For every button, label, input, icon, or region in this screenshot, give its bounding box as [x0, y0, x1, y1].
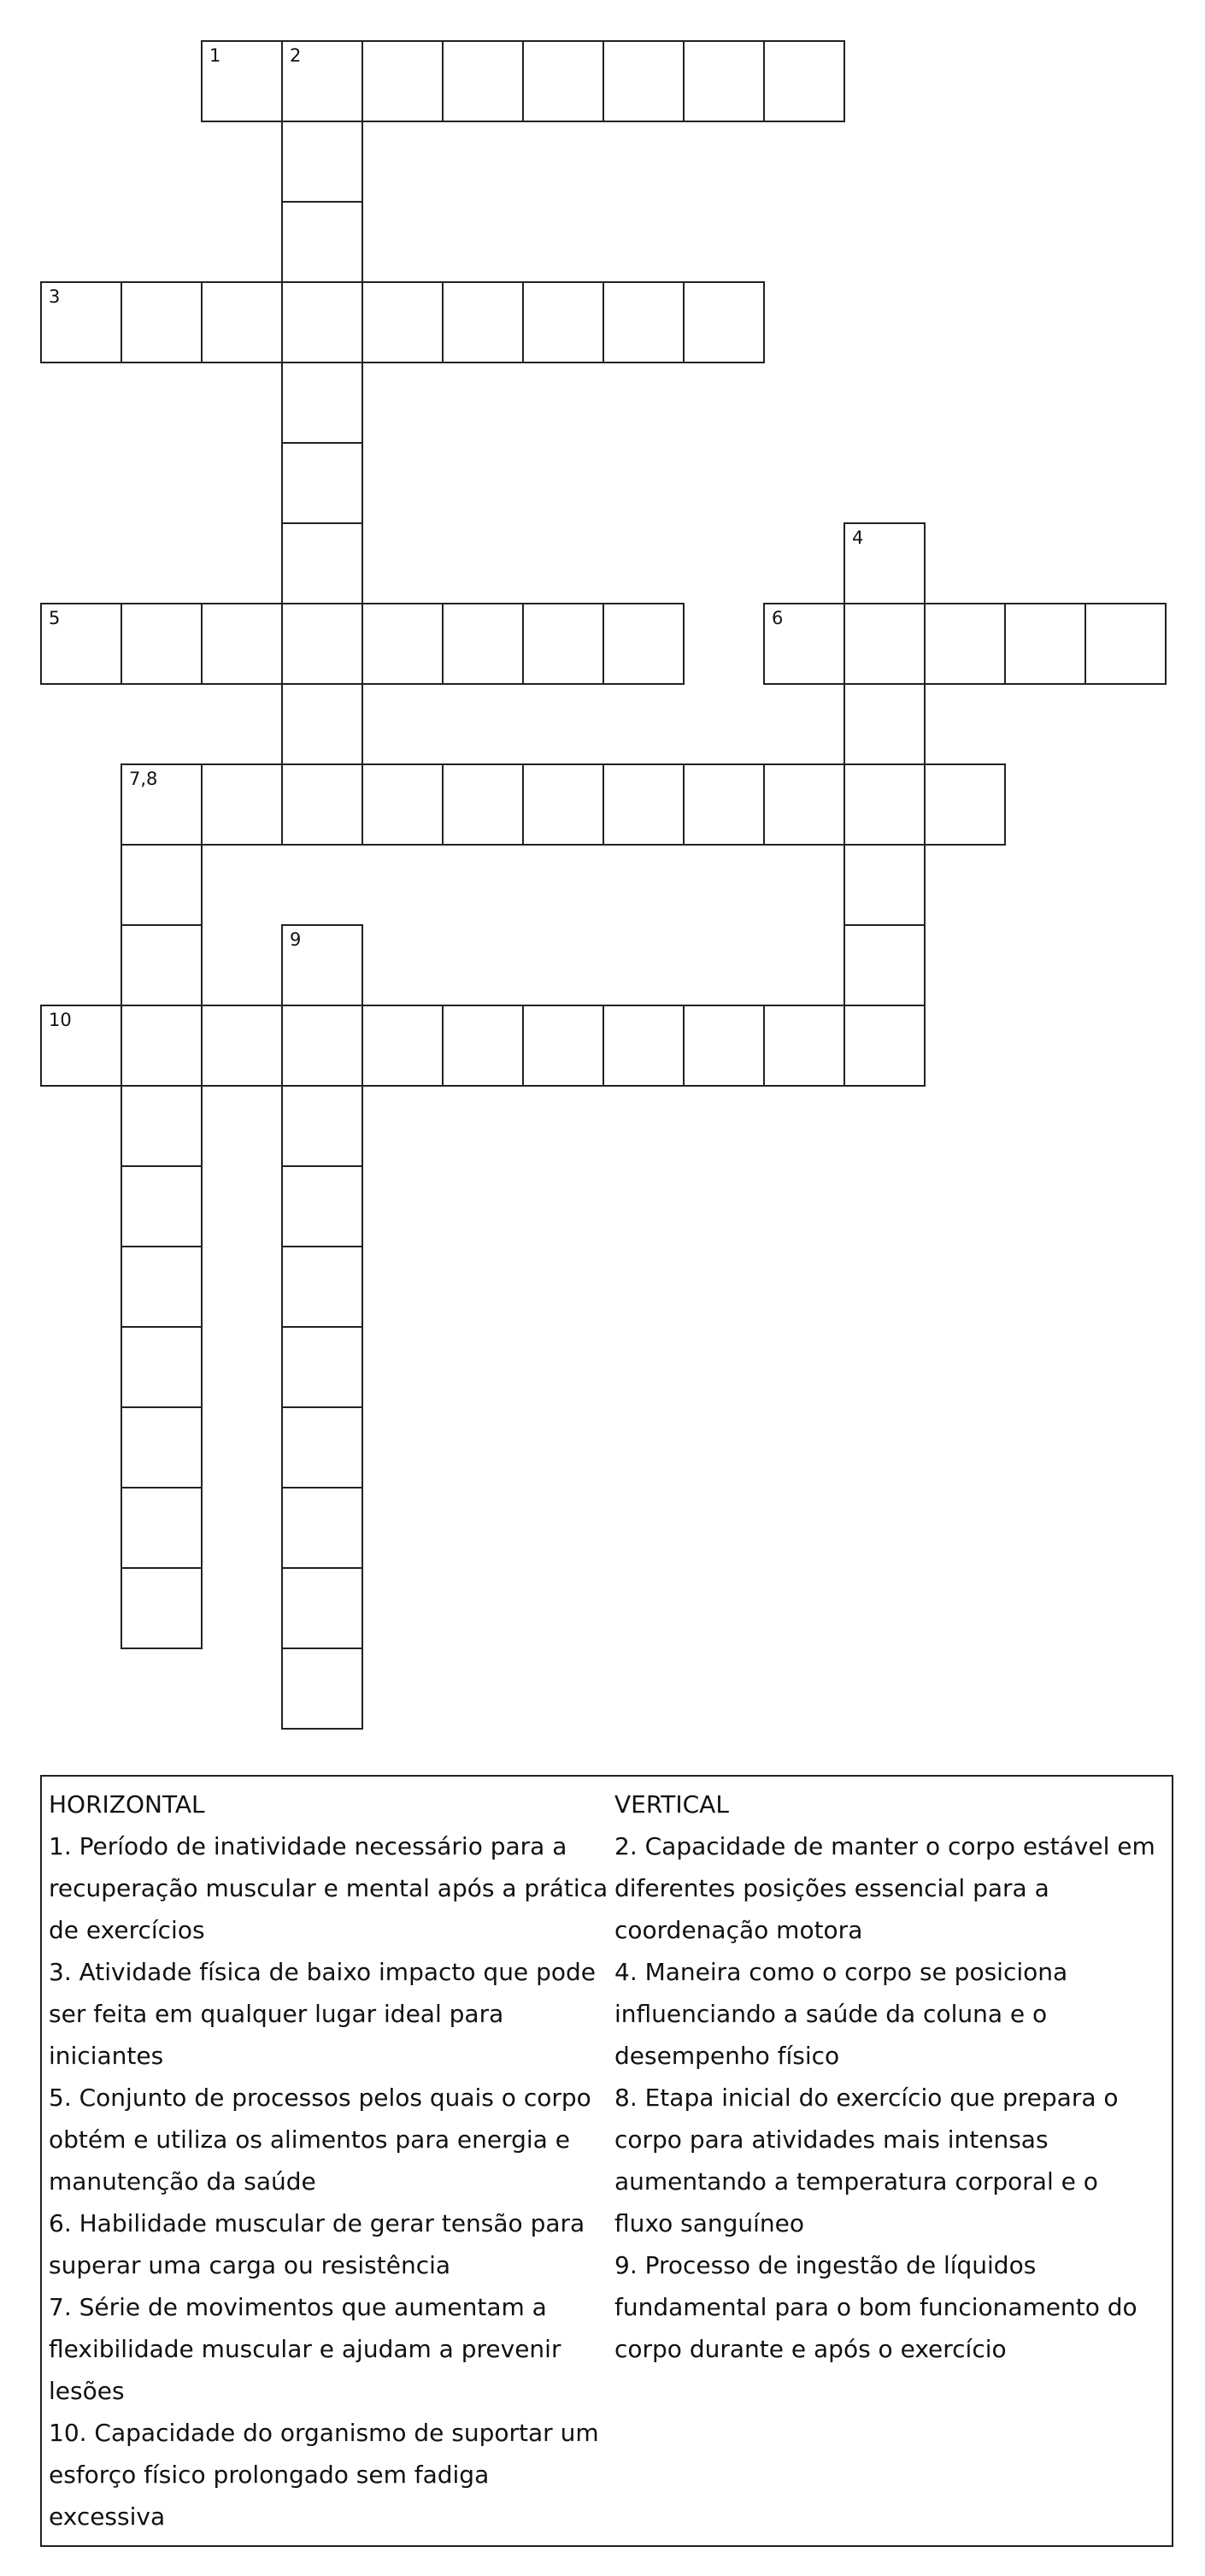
grid-cell[interactable] [281, 201, 363, 283]
grid-cell[interactable] [281, 40, 363, 122]
grid-cell[interactable] [602, 40, 685, 122]
clue-number: 9 [290, 929, 302, 950]
grid-cell[interactable] [120, 924, 203, 1006]
grid-cell[interactable] [120, 281, 203, 363]
grid-cell[interactable] [442, 1005, 524, 1087]
grid-cell[interactable] [120, 1005, 203, 1087]
grid-cell[interactable] [120, 1085, 203, 1167]
grid-cell[interactable] [120, 603, 203, 685]
horizontal-clues [49, 1783, 613, 2538]
grid-cell[interactable] [281, 1326, 363, 1408]
grid-cell[interactable] [763, 1005, 845, 1087]
grid-cell[interactable] [522, 1005, 604, 1087]
grid-cell[interactable] [281, 1487, 363, 1569]
grid-cell[interactable] [120, 1567, 203, 1649]
grid-cell[interactable] [201, 281, 283, 363]
grid-cell[interactable] [602, 1005, 685, 1087]
grid-cell[interactable] [683, 40, 765, 122]
grid-cell[interactable] [1004, 603, 1086, 685]
grid-cell[interactable] [281, 522, 363, 604]
grid-cell[interactable] [1084, 603, 1167, 685]
horizontal-clue-7: 7. Série de movimentos que aumentam a flexibilidade muscular e ajudam a prevenir lesões [49, 2293, 561, 2405]
grid-cell[interactable] [281, 1085, 363, 1167]
grid-cell[interactable] [683, 763, 765, 846]
grid-cell[interactable] [602, 763, 685, 846]
grid-cell[interactable] [40, 1005, 122, 1087]
grid-cell[interactable] [281, 442, 363, 524]
horizontal-clue-1: 1. Período de inatividade necessário para a recuperação muscular e mental após a prática de exercícios [49, 1832, 608, 1944]
grid-cell[interactable] [442, 603, 524, 685]
vertical-title: VERTICAL [614, 1790, 729, 1819]
grid-cell[interactable] [281, 362, 363, 444]
clue-number: 10 [49, 1010, 72, 1030]
grid-cell[interactable] [924, 763, 1006, 846]
grid-cell[interactable] [602, 281, 685, 363]
horizontal-title: HORIZONTAL [49, 1790, 205, 1819]
grid-cell[interactable] [201, 763, 283, 846]
horizontal-clue-6: 6. Habilidade muscular de gerar tensão para superar uma carga ou resistência [49, 2209, 585, 2279]
clue-number: 5 [49, 608, 61, 628]
grid-cell[interactable] [120, 763, 203, 846]
grid-cell[interactable] [201, 1005, 283, 1087]
grid-cell[interactable] [120, 1487, 203, 1569]
grid-cell[interactable] [362, 281, 444, 363]
vertical-clue-4: 4. Maneira como o corpo se posiciona influenciando a saúde da coluna e o desempenho físico [614, 1958, 1068, 2070]
grid-cell[interactable] [442, 40, 524, 122]
grid-cell[interactable] [281, 1406, 363, 1488]
grid-cell[interactable] [844, 522, 926, 604]
grid-cell[interactable] [281, 1005, 363, 1087]
grid-cell[interactable] [924, 603, 1006, 685]
horizontal-clue-3: 3. Atividade física de baixo impacto que pode ser feita em qualquer lugar ideal para iniciantes [49, 1958, 596, 2070]
clue-number: 4 [852, 528, 864, 548]
clue-number: 6 [772, 608, 784, 628]
grid-cell[interactable] [522, 763, 604, 846]
grid-cell[interactable] [281, 763, 363, 846]
clue-number: 1 [209, 45, 221, 66]
grid-cell[interactable] [763, 40, 845, 122]
grid-cell[interactable] [844, 844, 926, 926]
grid-cell[interactable] [281, 1246, 363, 1328]
clue-number: 2 [290, 45, 302, 66]
grid-cell[interactable] [362, 1005, 444, 1087]
grid-cell[interactable] [201, 603, 283, 685]
grid-cell[interactable] [522, 281, 604, 363]
horizontal-clue-10: 10. Capacidade do organismo de suportar um esforço físico prolongado sem fadiga excessiva [49, 2419, 599, 2531]
grid-cell[interactable] [844, 1005, 926, 1087]
clue-number: 7,8 [129, 769, 158, 789]
grid-cell[interactable] [844, 763, 926, 846]
vertical-clue-2: 2. Capacidade de manter o corpo estável em diferentes posições essencial para a coordenação motora [614, 1832, 1155, 1944]
grid-cell[interactable] [763, 763, 845, 846]
grid-cell[interactable] [844, 683, 926, 765]
grid-cell[interactable] [281, 281, 363, 363]
grid-cell[interactable] [362, 763, 444, 846]
grid-cell[interactable] [120, 1326, 203, 1408]
grid-cell[interactable] [763, 603, 845, 685]
vertical-clue-8: 8. Etapa inicial do exercício que prepara o corpo para atividades mais intensas aumentando a temperatura corporal e o fluxo sanguíneo [614, 2084, 1119, 2237]
clues-box [40, 1775, 1173, 2547]
grid-cell[interactable] [602, 603, 685, 685]
grid-cell[interactable] [683, 281, 765, 363]
grid-cell[interactable] [281, 1567, 363, 1649]
grid-cell[interactable] [522, 40, 604, 122]
vertical-clue-9: 9. Processo de ingestão de líquidos fundamental para o bom funcionamento do corpo durante e após o exercício [614, 2251, 1137, 2363]
grid-cell[interactable] [683, 1005, 765, 1087]
clue-number: 3 [49, 286, 61, 307]
grid-cell[interactable] [120, 1246, 203, 1328]
grid-cell[interactable] [120, 844, 203, 926]
grid-cell[interactable] [281, 683, 363, 765]
grid-cell[interactable] [281, 1165, 363, 1247]
grid-cell[interactable] [120, 1165, 203, 1247]
grid-cell[interactable] [362, 40, 444, 122]
grid-cell[interactable] [522, 603, 604, 685]
grid-cell[interactable] [362, 603, 444, 685]
grid-cell[interactable] [40, 603, 122, 685]
horizontal-clue-5: 5. Conjunto de processos pelos quais o corpo obtém e utiliza os alimentos para energia e manutenção da saúde [49, 2084, 591, 2196]
grid-cell[interactable] [120, 1406, 203, 1488]
vertical-clues [614, 1783, 1161, 2370]
grid-cell[interactable] [281, 121, 363, 203]
grid-cell[interactable] [201, 40, 283, 122]
grid-cell[interactable] [281, 1648, 363, 1730]
grid-cell[interactable] [281, 924, 363, 1006]
grid-cell[interactable] [40, 281, 122, 363]
grid-cell[interactable] [442, 281, 524, 363]
grid-cell[interactable] [844, 924, 926, 1006]
grid-cell[interactable] [844, 603, 926, 685]
grid-cell[interactable] [281, 603, 363, 685]
grid-cell[interactable] [442, 763, 524, 846]
